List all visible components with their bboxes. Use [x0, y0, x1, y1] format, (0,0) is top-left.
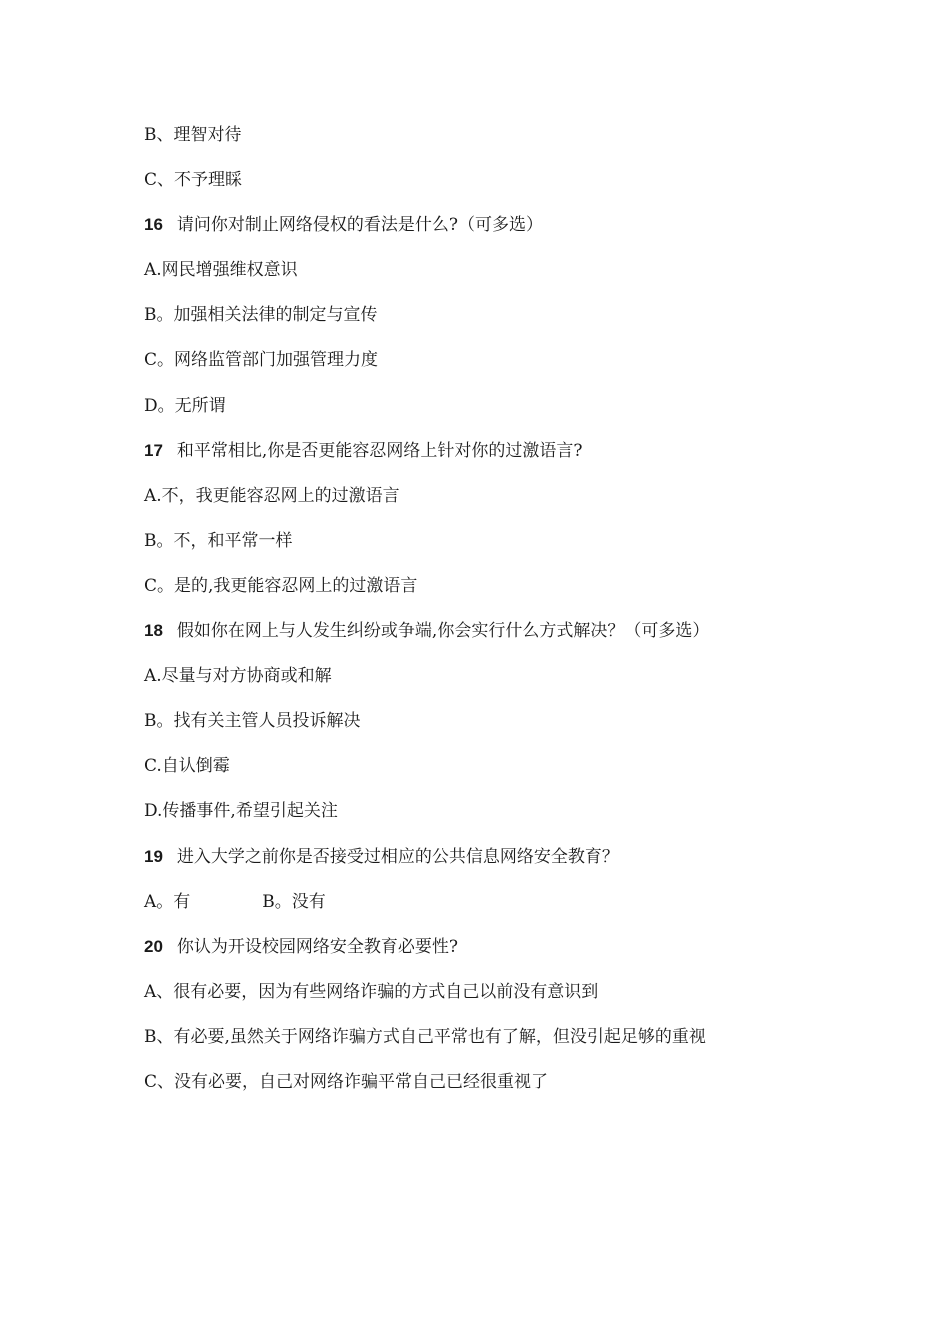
option-text: C。网络监管部门加强管理力度: [144, 350, 379, 371]
option-line: [144, 751, 904, 796]
question-text: 和平常相比,你是否更能容忍网络上针对你的过激语言?: [176, 440, 583, 461]
option-line: [144, 661, 904, 706]
option-text: B。找有关主管人员投诉解决: [144, 711, 361, 732]
question-line: [144, 932, 904, 977]
question-number: 20: [144, 936, 163, 956]
option-line: [144, 165, 904, 210]
question-number: 19: [144, 846, 163, 866]
question-line: [144, 616, 904, 661]
question-number: 17: [144, 440, 163, 460]
option-text: D。无所谓: [144, 395, 226, 416]
question-number: 16: [144, 215, 163, 235]
option-line: [144, 345, 904, 390]
option-line: [144, 977, 904, 1022]
question-text: 进入大学之前你是否接受过相应的公共信息网络安全教育？: [176, 846, 619, 867]
option-line: [144, 481, 904, 526]
option-text: B。不，和平常一样: [144, 530, 293, 551]
option-line: [144, 120, 904, 165]
option-line: [144, 255, 904, 300]
option-line: [144, 706, 904, 751]
option-line: [144, 1022, 904, 1067]
option-text: B。没有: [262, 891, 326, 912]
question-line: [144, 210, 904, 255]
option-line: [144, 887, 904, 932]
option-text: C、没有必要，自己对网络诈骗平常自己已经很重视了: [144, 1071, 549, 1092]
option-line: [144, 391, 904, 436]
questionnaire-body: [144, 120, 904, 1112]
option-text: A.尽量与对方协商或和解: [144, 666, 332, 687]
question-line: [144, 842, 904, 887]
option-text: D.传播事件,希望引起关注: [144, 801, 338, 822]
option-text: C、不予理睬: [144, 170, 243, 191]
option-text: A.不，我更能容忍网上的过激语言: [144, 485, 400, 506]
option-text: B、有必要,虽然关于网络诈骗方式自己平常也有了解，但没引起足够的重视: [144, 1026, 706, 1047]
question-text: 假如你在网上与人发生纠纷或争端,你会实行什么方式解决？（可多选）: [176, 621, 710, 642]
option-line: [144, 300, 904, 345]
option-text: B。加强相关法律的制定与宣传: [144, 305, 378, 326]
option-text: A.网民增强维权意识: [144, 260, 298, 281]
option-text: C.自认倒霉: [144, 756, 230, 777]
question-text: 请问你对制止网络侵权的看法是什么?（可多选）: [176, 215, 544, 236]
question-line: [144, 436, 904, 481]
question-text: 你认为开设校园网络安全教育必要性?: [176, 936, 459, 957]
option-text: C。是的,我更能容忍网上的过激语言: [144, 575, 418, 596]
option-line: [144, 571, 904, 616]
question-number: 18: [144, 621, 163, 641]
option-line: [144, 796, 904, 841]
option-text: A。有: [144, 891, 191, 912]
option-text: B、理智对待: [144, 125, 242, 145]
option-line: [144, 1067, 904, 1112]
option-text: A、很有必要，因为有些网络诈骗的方式自己以前没有意识到: [144, 981, 599, 1002]
option-line: [144, 526, 904, 571]
